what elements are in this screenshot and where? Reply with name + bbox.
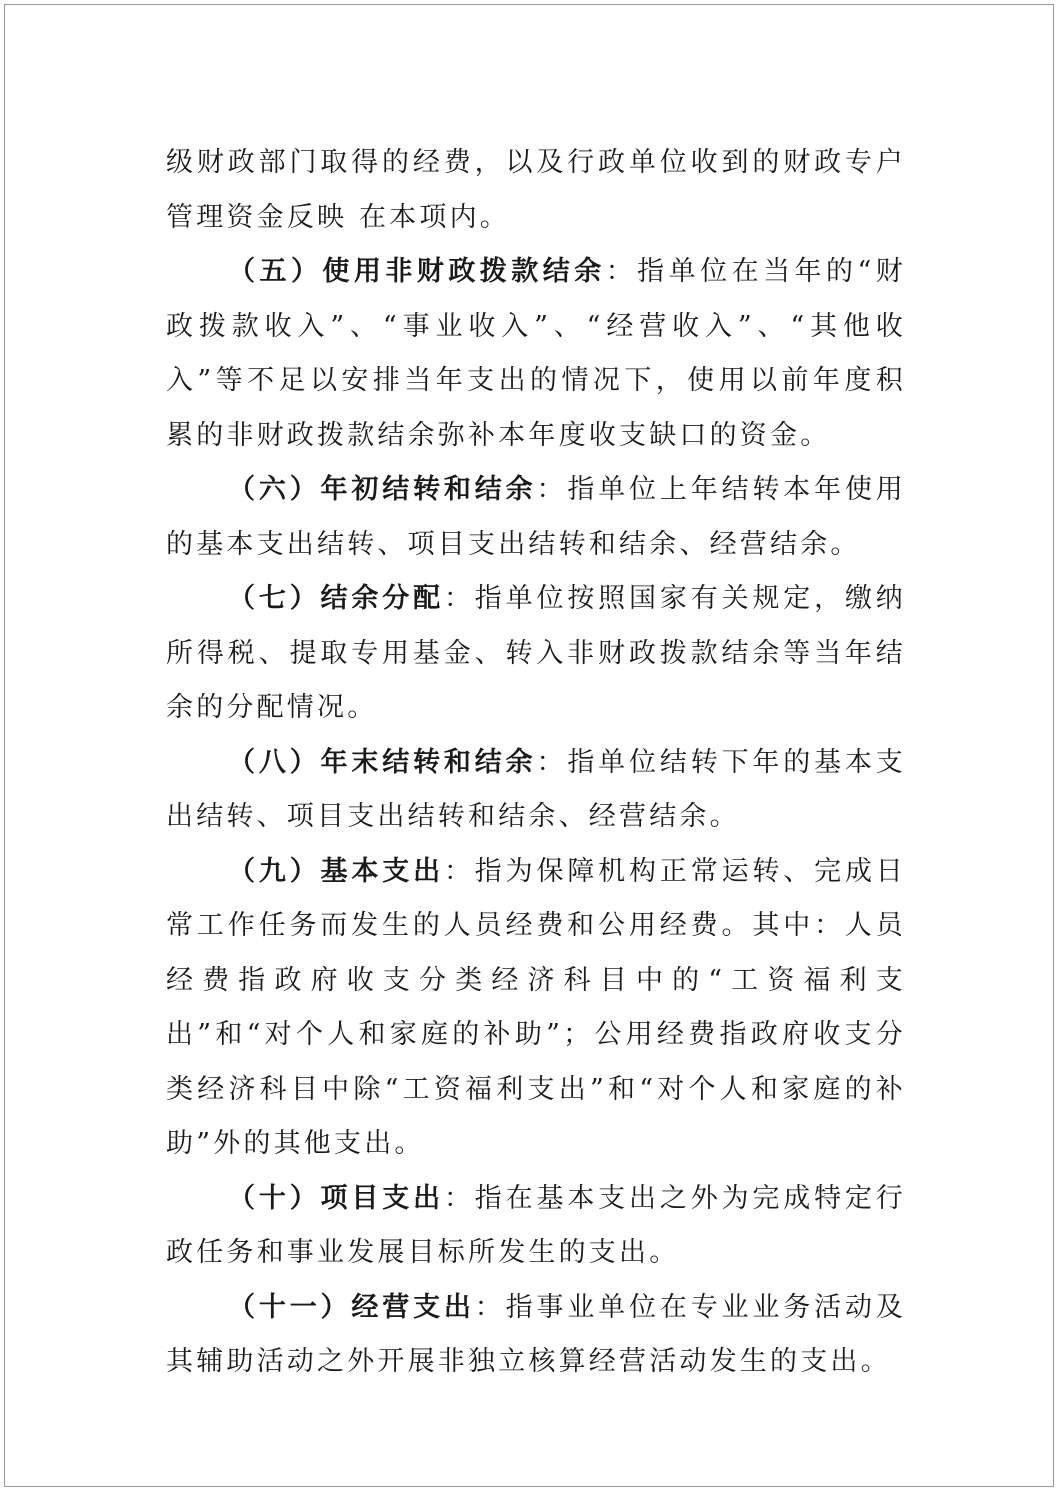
paragraph-item-9 xyxy=(166,845,906,1172)
paragraph-heading: （五）使用非财政拨款结余 xyxy=(228,256,606,287)
paragraph-item-8 xyxy=(166,736,906,845)
paragraph-heading: （十一）经营支出 xyxy=(228,1291,475,1323)
paragraph-heading: （十）项目支出 xyxy=(228,1182,444,1214)
paragraph-item-11 xyxy=(166,1281,906,1390)
paragraph-heading: （七）结余分配 xyxy=(228,583,444,614)
document-body xyxy=(166,136,906,1390)
paragraph-item-6 xyxy=(166,463,906,572)
paragraph-body: ：指事业单位在专业业务活动及其辅助活动之外开展非独立核算经营活动发生的支出。 xyxy=(166,1291,906,1377)
paragraph-body: ：指单位结转下年的基本支出结转、项目支出结转和结余、经营结余。 xyxy=(166,746,907,832)
paragraph-heading: （六）年初结转和结余 xyxy=(228,474,537,505)
paragraph-continuation xyxy=(166,136,906,245)
paragraph-body: ：指单位按照国家有关规定，缴纳所得税、提取专用基金、转入非财政拨款结余等当年结余的分配情况。 xyxy=(166,583,906,723)
paragraph-item-10 xyxy=(166,1172,906,1281)
paragraph-body: ：指单位在当年的“财政拨款收入”、“事业收入”、“经营收入”、“其他收入”等不足以安排当年支出的情况下，使用以前年度积累的非财政拨款结余弥补本年度收支缺口的资金。 xyxy=(166,256,906,451)
paragraph-item-7 xyxy=(166,572,906,736)
paragraph-body: ：指单位上年结转本年使用的基本支出结转、项目支出结转和结余、经营结余。 xyxy=(166,474,907,560)
paragraph-item-5 xyxy=(166,245,906,463)
paragraph-body: ：指为保障机构正常运转、完成日常工作任务而发生的人员经费和公用经费。其中：人员经费指政府收支分类经济科目中的“工资福利支出”和“对个人和家庭的补助”；公用经费指政府收支分类经济科目中除“工资福利支出”和“对个人和家庭的补助”外的其他支出。 xyxy=(166,855,906,1159)
paragraph-body: ：指在基本支出之外为完成特定行政任务和事业发展目标所发生的支出。 xyxy=(166,1182,906,1268)
paragraph-body: 级财政部门取得的经费，以及行政单位收到的财政专户管理资金反映 在本项内。 xyxy=(166,147,906,233)
paragraph-heading: （九）基本支出 xyxy=(228,855,444,887)
paragraph-heading: （八）年末结转和结余 xyxy=(228,746,537,778)
